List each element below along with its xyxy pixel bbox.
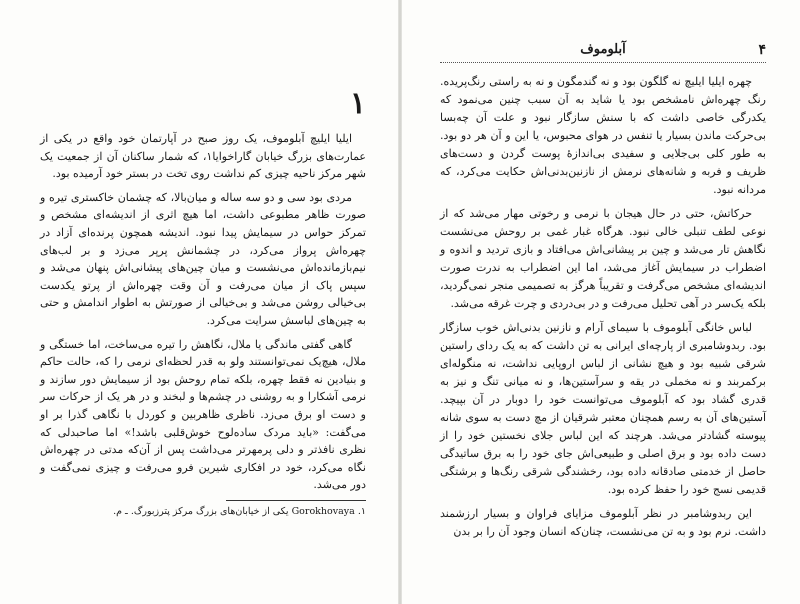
paragraph: حرکاتش، حتی در حال هیجان با نرمی و رخوتی مهار می‌شد که از نوعی لطف تنبلی خالی نبود. هرگاه غبار غمی بر روحش می‌نشست نگاهش تار می‌شد و چین بر پیشانی‌اش می‌افتاد و بازی تردید و اندوه و اضطراب در سیمایش آغاز می‌شد، اما این اضطراب به ندرت صورت اندیشه‌ای مشخص می‌گرفت و تقریباً هرگز به تصمیمی منجر نمی‌گردید، بلکه یک‌سر در آهی تحلیل می‌رفت و در بی‌دردی و چرت غرقه می‌شد.	[440, 207, 766, 310]
paragraph: مردی بود سی و دو سه ساله و میان‌بالا، که چشمان خاکستری تیره و صورت ظاهر مطبوعی داشت، اما هیچ اثری از اندیشه‌ای مشخص و تمرکز حواس در سیمایش پیدا نبود. اندیشه همچون پرنده‌ای آزاد در چهره‌اش پرواز می‌کرد، در چشمانش پرپر می‌زد و بر لب‌های نیم‌بازمانده‌اش می‌نشست و میان چین‌های پیشانی‌اش پنهان می‌شد و سپس پاک از میان می‌رفت و آن وقت چهره‌اش از پرتو یکدست بی‌خیالی روشن می‌شد و بی‌خیالی از صورتش به اطوار اندامش و حتی به چین‌های لباسش سرایت می‌کرد.	[40, 190, 366, 327]
paragraph: چهره ایلیا ایلیچ نه گلگون بود و نه گندمگون و نه به راستی رنگ‌پریده. رنگ چهره‌اش نامشخص بود یا شاید به آن سبب چنین می‌نمود که یکدرگی خاصی داشت که با سنش سازگار نبود و علت آن چه‌بسا بی‌حرکت ماندن بسیار یا تنفس در هوای محبوس، یا این و آن هر دو بود. به طور کلی بی‌جلایی و سفیدی بی‌اندازهٔ پوست گردن و دست‌های ظریف و فربه و شانه‌های نرمش از نازنین‌بدنی‌اش حکایت می‌کرد، که مردانه نبود.	[440, 75, 766, 196]
paragraph: ایلیا ایلیچ آبلوموف، یک روز صبح در آپارتمان خود واقع در یکی از عمارت‌های بزرگ خیابان گاراخوایا۱، که شمار ساکنان آن از جمعیت یک شهر مرکز ناحیه چیزی کم نداشت روی تخت در بستر خود آرمیده بود.	[40, 132, 366, 181]
footnote-text: یکی از خیابان‌های بزرگ مرکز پترزبورگ. ـ م.	[113, 505, 289, 517]
footnote-marker: ۱.	[357, 505, 366, 517]
right-page-body	[440, 73, 766, 541]
chapter-number: ۱	[349, 86, 366, 121]
right-page	[400, 0, 800, 604]
running-title: آبلوموف	[580, 42, 626, 57]
page-header	[440, 36, 766, 63]
left-page-body	[40, 130, 366, 494]
paragraph: این ربدوشامبر در نظر آبلوموف مزایای فراوان و بسیار ارزشمند داشت. نرم بود و به تن می‌نشست، چنان‌که انسان وجود آن را بر بدن	[440, 507, 766, 538]
paragraph: گاهی گفتی ماندگی یا ملال، نگاهش را تیره می‌ساخت، اما خستگی و ملال، هیچ‌یک نمی‌توانستند ولو به قدر لحظه‌ای نرمی را که، حالت حاکم و بنیادین نه فقط چهره، بلکه تمام روحش بود از سیمایش دور سازند و نرمی آشکارا و به روشنی در چشم‌ها و لبخند و در هر یک از حرکات سر و دست او برق می‌زد. ناظری ظاهربین و کوردل با نگاهی گذرا بر او می‌گفت: «باید مردک ساده‌لوح خوش‌قلبی باشد!» اما صاحبدلی که نظری نافذتر و دلی پرمهرتر می‌داشت پس از آن‌که مدتی در چهره‌اش نگاه می‌کرد، خود در افکاری شیرین فرو می‌رفت و چیزی نمی‌گفت و دور می‌شد.	[40, 337, 366, 492]
page-number: ۴	[758, 42, 766, 58]
footnote-latin-term: Gorokhovaya	[291, 505, 355, 517]
footnote-divider	[226, 500, 366, 501]
footnote	[40, 505, 366, 519]
paragraph: لباس خانگی آبلوموف با سیمای آرام و نازنین بدنی‌اش خوب سازگار بود. ربدوشامبری از پارچه‌ای ایرانی به تن داشت که به یک ردای راستین شرقی شبیه بود و هیچ نشانی از لباس اروپایی نداشت، نه منگوله‌ای برکمربند و نه مخملی در یقه و سرآستین‌ها، و نه میانی تنگ و نیز به قدری گشاد بود که آبلوموف می‌توانست خود را دوبار در آن بپیچد. آستین‌های آن به رسم همچنان معتبر شرقیان از مچ دست به سوی شانه پیوسته گشادتر می‌شد. هرچند که این لباس جلای نخستین خود را از دست داده بود و برق اصلی و طبیعی‌اش جای خود را به برق ساتیدگی حاصل از خدمتی صادقانه داده بود، رخشندگی شرقی رنگ‌ها و برشتگی قدیمی نسج خود را حفظ کرده بود.	[440, 321, 766, 496]
